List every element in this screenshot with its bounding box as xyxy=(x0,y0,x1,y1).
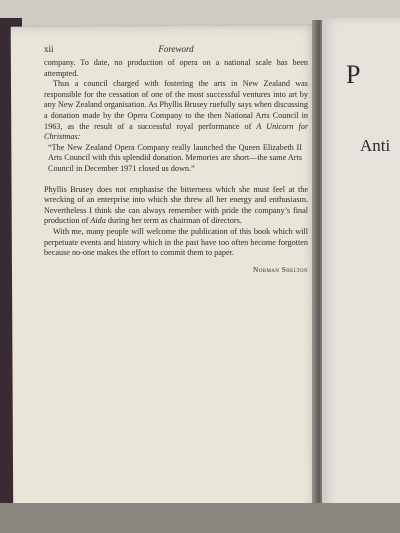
signature: Norman Shelton xyxy=(253,264,308,274)
page-number: xii xyxy=(44,44,54,54)
facing-page-fragment: Anti xyxy=(360,136,391,155)
body-text xyxy=(44,58,308,275)
paragraph-3-end: during her term as chairman of directors. xyxy=(107,216,242,226)
paragraph-3 xyxy=(44,185,308,227)
italic-title-unicorn: A Unicorn for Christmas: xyxy=(44,121,308,142)
paragraph-1: company. To date, no production of opera on a national scale has been attempted. xyxy=(44,58,308,78)
right-page xyxy=(322,18,400,533)
paragraph-4: With me, many people will welcome the publication of this book which will perpetuate events and history which in the past have too often become forgotten because no-one makes the effort to commit them to paper. xyxy=(44,226,308,258)
block-quote: “The New Zealand Opera Company really launched the Queen Elizabeth II Arts Council with this splendid donation. Memories are short—the same Arts Council in December 1971 closed us down.” xyxy=(48,142,302,173)
paragraph-2-text: Thus a council charged with fostering the arts in New Zealand was responsible for the cessation of one of the most successful ventures into art by any New Zealand organisation. As Phyllis Brusey ruefully says when discussing a donation made by the Opera Company to the then National Arts Council in 1963, as the result of a successful royal performance of xyxy=(44,79,308,131)
paragraph-2 xyxy=(44,79,308,143)
facing-page-letter: P xyxy=(346,60,361,89)
italic-title-aida: Aida xyxy=(90,216,106,226)
background-bottom xyxy=(0,503,400,533)
running-head: Foreword xyxy=(158,44,194,54)
page-header xyxy=(44,44,308,58)
paragraph-3-text: Phyllis Brusey does not emphasise the bitterness which she must feel at the wrecking of an enterprise into which she threw all her energy and enthusiasm. Nevertheless I think she can always remember with pride the company’s final production of xyxy=(44,184,308,226)
